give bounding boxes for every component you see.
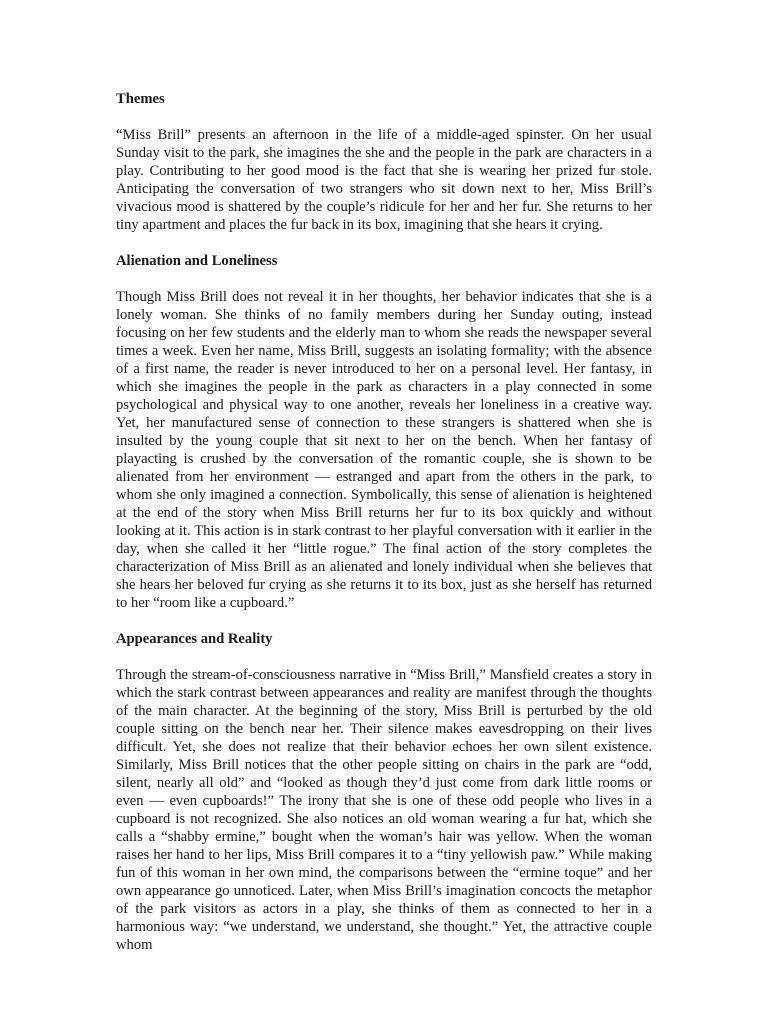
section-heading: Appearances and Reality: [116, 631, 273, 647]
section-heading: Themes: [116, 91, 165, 107]
section-themes: [116, 90, 652, 252]
section-alienation-and-loneliness: [116, 252, 652, 630]
section-paragraph: “Miss Brill” presents an afternoon in the life of a middle-aged spinster. On her usual Sunday visit to the park, she imagines the she and the people in the park are characters in a play. Contributing to her good mood is the fact that she is wearing her prized fur stole. Anticipating the conversation of two strangers who sit down next to her, Miss Brill’s vivacious mood is shattered by the couple’s ridicule for her and her fur. She returns to her tiny apartment and places the fur back in its box, imagining that she hears it crying.: [116, 127, 652, 233]
section-paragraph: Though Miss Brill does not reveal it in her thoughts, her behavior indicates that she is a lonely woman. She thinks of no family members during her Sunday outing, instead focusing on her few students and the elderly man to whom she reads the newspaper several times a week. Even her name, Miss Brill, suggests an isolating formality; with the absence of a first name, the reader is never introduced to her on a personal level. Her fantasy, in which she imagines the people in the park as characters in a play connected in some psychological and physical way to one another, reveals her loneliness in a creative way. Yet, her manufactured sense of connection to these strangers is shattered when she is insulted by the young couple that sit next to her on the bench. When her fantasy of playacting is crushed by the conversation of the romantic couple, she is shown to be alienated from her environment — estranged and apart from the others in the park, to whom she only imagined a connection. Symbolically, this sense of alienation is heightened at the end of the story when Miss Brill returns her fur to its box quickly and without looking at it. This action is in stark contrast to her playful conversation with it earlier in the day, when she called it her “little rogue.” The final action of the story completes the characterization of Miss Brill as an alienated and lonely individual when she believes that she hears her beloved fur crying as she returns it to its box, just as she herself has returned to her “room like a cupboard.”: [116, 289, 652, 611]
section-heading: Alienation and Loneliness: [116, 253, 278, 269]
section-paragraph: Through the stream-of-consciousness narrative in “Miss Brill,” Mansfield creates a story in which the stark contrast between appearances and reality are manifest through the thoughts of the main character. At the beginning of the story, Miss Brill is perturbed by the old couple sitting on the bench near her. Their silence makes eavesdropping on their lives difficult. Yet, she does not realize that their behavior echoes her own silent existence. Similarly, Miss Brill notices that the other people sitting on chairs in the park are “odd, silent, nearly all old” and “looked as though they’d just come from dark little rooms or even — even cupboards!” The irony that she is one of these odd people who lives in a cupboard is not recognized. She also notices an old woman wearing a fur hat, which she calls a “shabby ermine,” bought when the woman’s hair was yellow. When the woman raises her hand to her lips, Miss Brill compares it to a “tiny yellowish paw.” While making fun of this woman in her own mind, the comparisons between the “ermine toque” and her own appearance go unnoticed. Later, when Miss Brill’s imagination concocts the metaphor of the park visitors as actors in a play, she thinks of them as connected to her in a harmonious way: “we understand, we understand, she thought.” Yet, the attractive couple whom: [116, 667, 652, 953]
document-page: [116, 90, 652, 954]
section-appearances-and-reality: [116, 630, 652, 954]
